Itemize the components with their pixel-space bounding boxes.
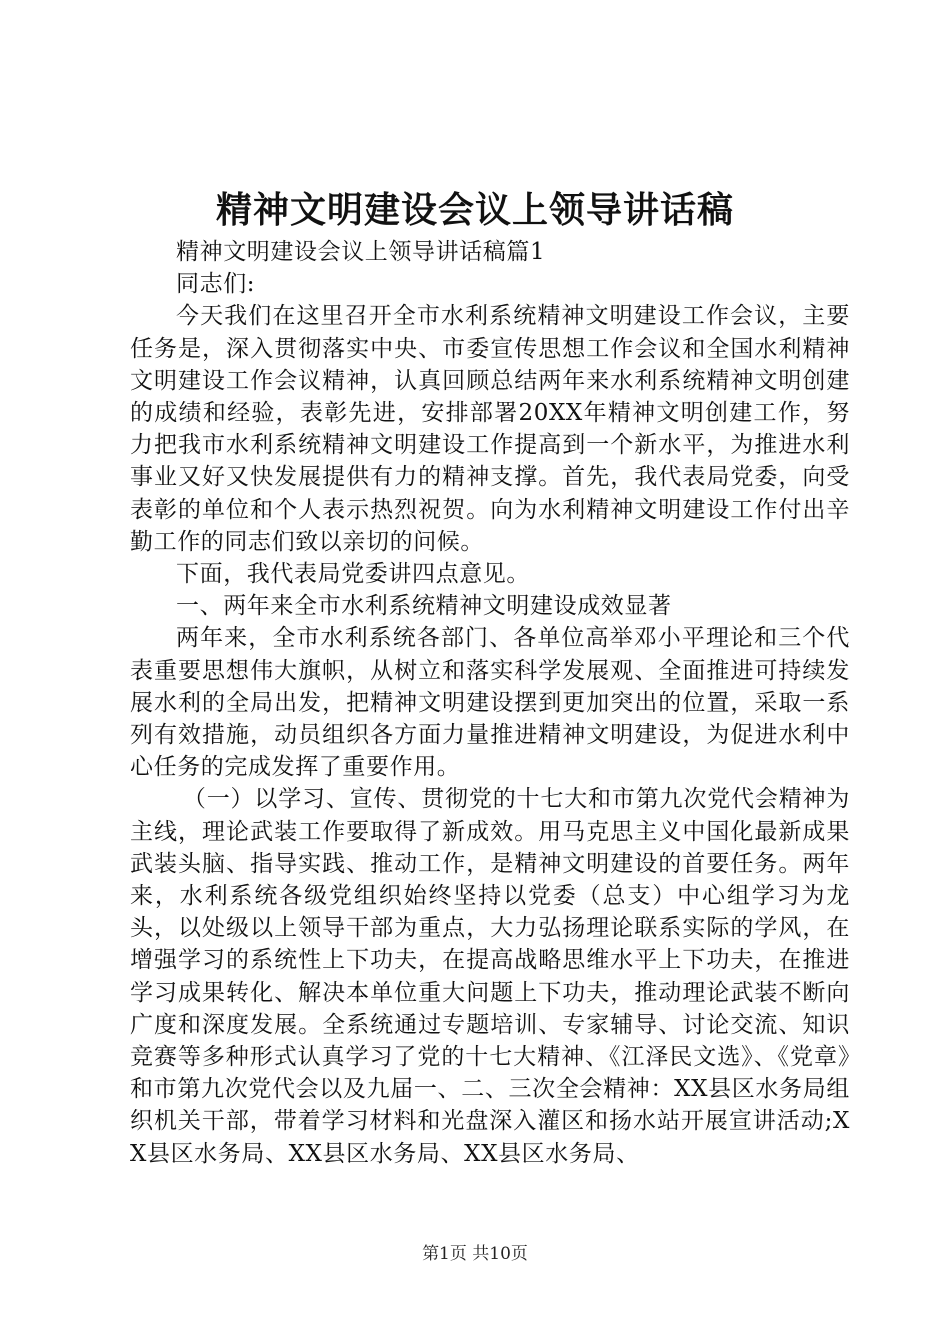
- salutation: 同志们:: [176, 271, 256, 298]
- body-paragraph: 两年来，全市水利系统各部门、各单位高举邓小平理论和三个代表重要思想伟大旗帜，从树立和落实科学发展观、全面推进可持续发展水利的全局出发，把精神文明建设摆到更加突出的位置，采取一系列有效措施，动员组织各方面力量推进精神文明建设，为促进水利中心任务的完成发挥了重要作用。: [130, 625, 850, 781]
- document-body: [130, 236, 850, 1170]
- article-subtitle: 精神文明建设会议上领导讲话稿篇1: [176, 239, 546, 265]
- body-paragraph: 下面，我代表局党委讲四点意见。: [176, 561, 530, 588]
- body-paragraph: 今天我们在这里召开全市水利系统精神文明建设工作会议，主要任务是，深入贯彻落实中央、市委宣传思想工作会议和全国水利精神文明建设工作会议精神，认真回顾总结两年来水利系统精神文明创建的成绩和经验，表彰先进，安排部署20XX年精神文明创建工作，努力把我市水利系统精神文明建设工作提高到一个新水平，为推进水利事业又好又快发展提供有力的精神支撑。首先，我代表局党委，向受表彰的单位和个人表示热烈祝贺。向为水利精神文明建设工作付出辛勤工作的同志们致以亲切的问候。: [130, 303, 850, 555]
- page-footer: 第1页 共10页: [422, 1244, 528, 1264]
- document-title: 精神文明建设会议上领导讲话稿: [215, 189, 734, 231]
- body-paragraph: （一）以学习、宣传、贯彻党的十七大和市第九次党代会精神为主线，理论武装工作要取得了新成效。用马克思主义中国化最新成果武装头脑、指导实践、推动工作，是精神文明建设的首要任务。两年来，水利系统各级党组织始终坚持以党委（总支）中心组学习为龙头，以处级以上领导干部为重点，大力弘扬理论联系实际的学风，在增强学习的系统性上下功夫，在提高战略思维水平上下功夫，在推进学习成果转化、解决本单位重大问题上下功夫，推动理论武装不断向广度和深度发展。全系统通过专题培训、专家辅导、讨论交流、知识竞赛等多种形式认真学习了党的十七大精神、《江泽民文选》、《党章》和市第九次党代会以及九届一、二、三次全会精神：XX县区水务局组织机关干部，带着学习材料和光盘深入灌区和扬水站开展宣讲活动;XX县区水务局、XX县区水务局、XX县区水务局、: [130, 786, 850, 1167]
- section-heading: 一、两年来全市水利系统精神文明建设成效显著: [176, 593, 672, 620]
